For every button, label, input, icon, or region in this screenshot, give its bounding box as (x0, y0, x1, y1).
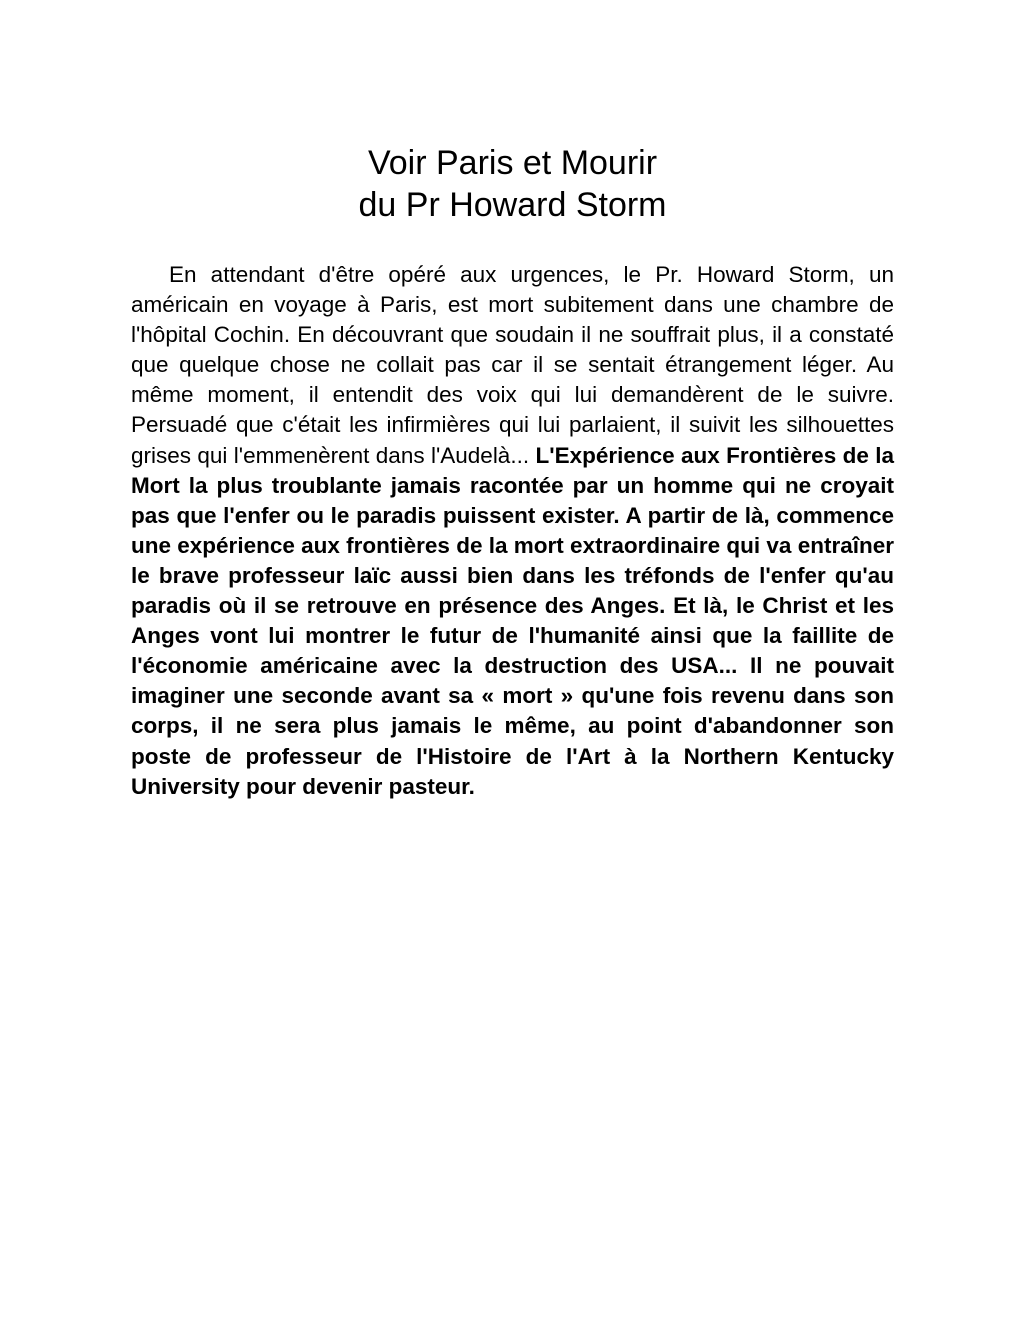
paragraph-regular-text: En attendant d'être opéré aux urgences, le Pr. Howard Storm, un américain en voyage à Paris, est mort subitement dans une chambre de l'hôpital Cochin. En découvrant que soudain il ne souffrait plus, il a constaté que quelque chose ne collait pas car il se sentait étrangement léger. Au même moment, il entendit des voix qui lui demandèrent de le suivre. Persuadé que c'était les infirmières qui lui parlaient, il suivit les silhouettes grises qui l'emmenèrent dans l'Audelà... (131, 262, 894, 468)
page-title (131, 142, 894, 226)
title-line-1: Voir Paris et Mourir (367, 144, 658, 182)
title-line-2: du Pr Howard Storm (358, 186, 667, 224)
paragraph-bold-text: L'Expérience aux Frontières de la Mort la plus troublante jamais racontée par un homme qui ne croyait pas que l'enfer ou le paradis puissent exister. A partir de là, commence une expérience aux frontières de la mort extraordinaire qui va entraîner le brave professeur laïc aussi bien dans les tréfonds de l'enfer qu'au paradis où il se retrouve en présence des Anges. Et là, le Christ et les Anges vont lui montrer le futur de l'humanité ainsi que la faillite de l'économie américaine avec la destruction des USA... Il ne pouvait imaginer une seconde avant sa « mort » qu'une fois revenu dans son corps, il ne sera plus jamais le même, au point d'abandonner son poste de professeur de l'Histoire de l'Art à la Northern Kentucky University pour devenir pasteur. (131, 442, 894, 799)
document-page (131, 142, 894, 802)
body-paragraph (131, 260, 894, 802)
